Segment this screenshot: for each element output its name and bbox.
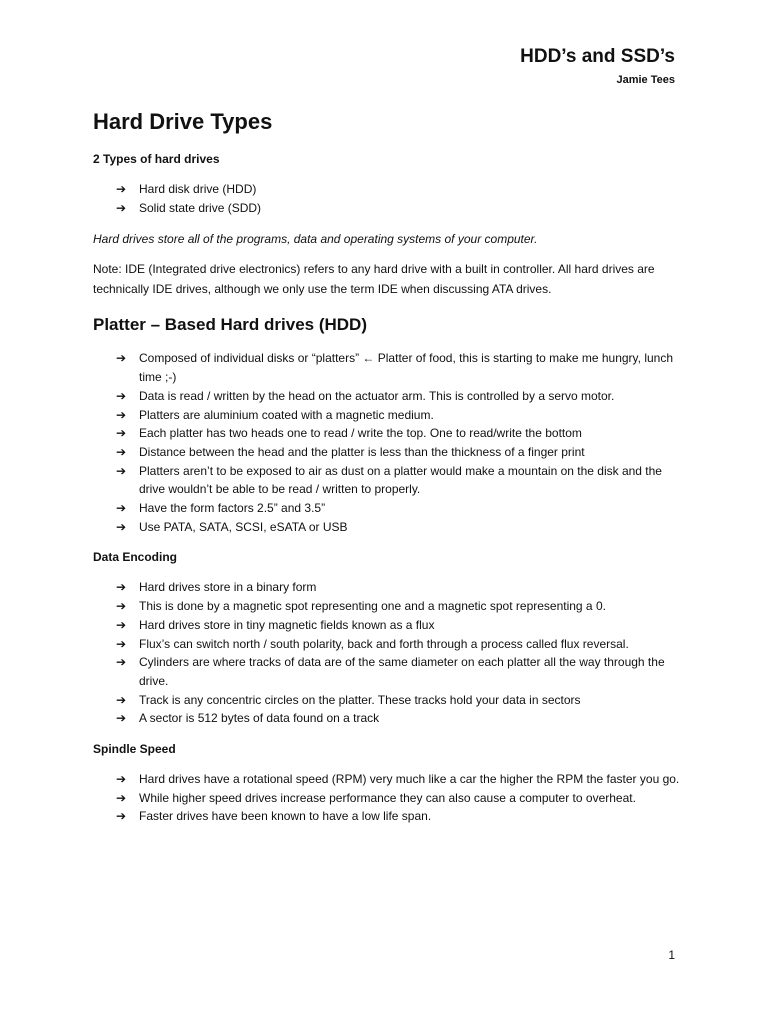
list-item: ➔ Cylinders are where tracks of data are of the same diameter on each platter all the way through the drive. bbox=[116, 655, 665, 688]
arrow-right-icon: ➔ bbox=[116, 711, 127, 726]
list-item: ➔ Platters are aluminium coated with a magnetic medium. bbox=[93, 406, 683, 425]
list-item: ➔ Each platter has two heads one to read / write the top. One to read/write the bottom bbox=[93, 424, 683, 443]
list-item: ➔ Faster drives have been known to have a low life span. bbox=[93, 807, 683, 826]
list-item: ➔ Platters aren’t to be exposed to air as dust on a platter would make a mountain on the disk and the drive wouldn’t be able to be read / written to properly. bbox=[116, 463, 662, 497]
arrow-right-icon: ➔ bbox=[116, 519, 127, 534]
list-item: ➔ Hard drives have a rotational speed (RPM) very much like a car the higher the RPM the faster you go. bbox=[93, 770, 683, 789]
list-item: ➔ While higher speed drives increase performance they can also cause a computer to overheat. bbox=[93, 789, 683, 808]
arrow-right-icon: ➔ bbox=[116, 772, 127, 787]
list-item: ➔ Data is read / written by the head on the actuator arm. This is controlled by a servo motor. bbox=[93, 387, 683, 406]
list-item: ➔ Use PATA, SATA, SCSI, eSATA or USB bbox=[93, 518, 683, 537]
list-item: ➔ Hard drives store in tiny magnetic fields known as a flux bbox=[93, 616, 683, 635]
section-title-spindle-speed: Spindle Speed bbox=[93, 742, 176, 757]
list-item: ➔ Composed of individual disks or “platters” ← Platter of food, this is starting to make me hungry, lunch time ;-) bbox=[116, 351, 674, 385]
arrow-right-icon: ➔ bbox=[116, 599, 127, 614]
arrow-right-icon: ➔ bbox=[116, 655, 127, 670]
arrow-right-icon: ➔ bbox=[116, 444, 127, 459]
subtitle-types: 2 Types of hard drives bbox=[93, 152, 220, 166]
arrow-right-icon: ➔ bbox=[116, 407, 127, 422]
list-spindle-speed bbox=[93, 770, 683, 826]
list-platter-facts bbox=[93, 349, 683, 536]
section-title-data-encoding: Data Encoding bbox=[93, 550, 178, 565]
arrow-right-icon: ➔ bbox=[116, 692, 127, 707]
list-item: ➔ This is done by a magnetic spot representing one and a magnetic spot representing a 0. bbox=[93, 597, 683, 616]
arrow-right-icon: ➔ bbox=[116, 182, 127, 196]
list-item: ➔ Track is any concentric circles on the platter. These tracks hold your data in sectors bbox=[93, 691, 683, 710]
page-number: 1 bbox=[668, 948, 675, 962]
document-body bbox=[93, 106, 683, 838]
list-item: ➔ A sector is 512 bytes of data found on a track bbox=[93, 709, 683, 728]
list-drive-types bbox=[93, 180, 683, 217]
arrow-right-icon: ➔ bbox=[116, 809, 127, 824]
arrow-right-icon: ➔ bbox=[116, 426, 127, 441]
ide-note: Note: IDE (Integrated drive electronics) refers to any hard drive with a built in controller. All hard drives are technically IDE drives, although we only use the term IDE when discussing ATA drives. bbox=[93, 262, 655, 297]
list-item: ➔ Hard disk drive (HDD) bbox=[93, 180, 683, 199]
arrow-right-icon: ➔ bbox=[116, 501, 127, 516]
list-item: ➔ Solid state drive (SDD) bbox=[93, 199, 683, 218]
list-item: ➔ Flux’s can switch north / south polarity, back and forth through a process called flux reversal. bbox=[93, 635, 683, 654]
arrow-right-icon: ➔ bbox=[116, 617, 127, 632]
header-author: Jamie Tees bbox=[616, 74, 675, 86]
document-header bbox=[520, 44, 675, 86]
list-item: ➔ Have the form factors 2.5” and 3.5” bbox=[93, 499, 683, 518]
arrow-right-icon: ➔ bbox=[116, 463, 127, 478]
section-title-platter-hdd: Platter – Based Hard drives (HDD) bbox=[93, 315, 367, 335]
list-item: ➔ Distance between the head and the platter is less than the thickness of a finger print bbox=[93, 443, 683, 462]
arrow-right-icon: ➔ bbox=[116, 200, 127, 215]
italic-note: Hard drives store all of the programs, data and operating systems of your computer. bbox=[93, 232, 538, 247]
list-data-encoding bbox=[93, 578, 683, 728]
list-item: ➔ Hard drives store in a binary form bbox=[93, 578, 683, 597]
arrow-right-icon: ➔ bbox=[116, 636, 127, 651]
arrow-right-icon: ➔ bbox=[116, 580, 127, 595]
section-title-hard-drive-types: Hard Drive Types bbox=[93, 109, 273, 134]
arrow-right-icon: ➔ bbox=[116, 351, 127, 366]
header-title: HDD’s and SSD’s bbox=[520, 46, 675, 67]
arrow-right-icon: ➔ bbox=[116, 790, 127, 805]
arrow-right-icon: ➔ bbox=[116, 388, 127, 403]
